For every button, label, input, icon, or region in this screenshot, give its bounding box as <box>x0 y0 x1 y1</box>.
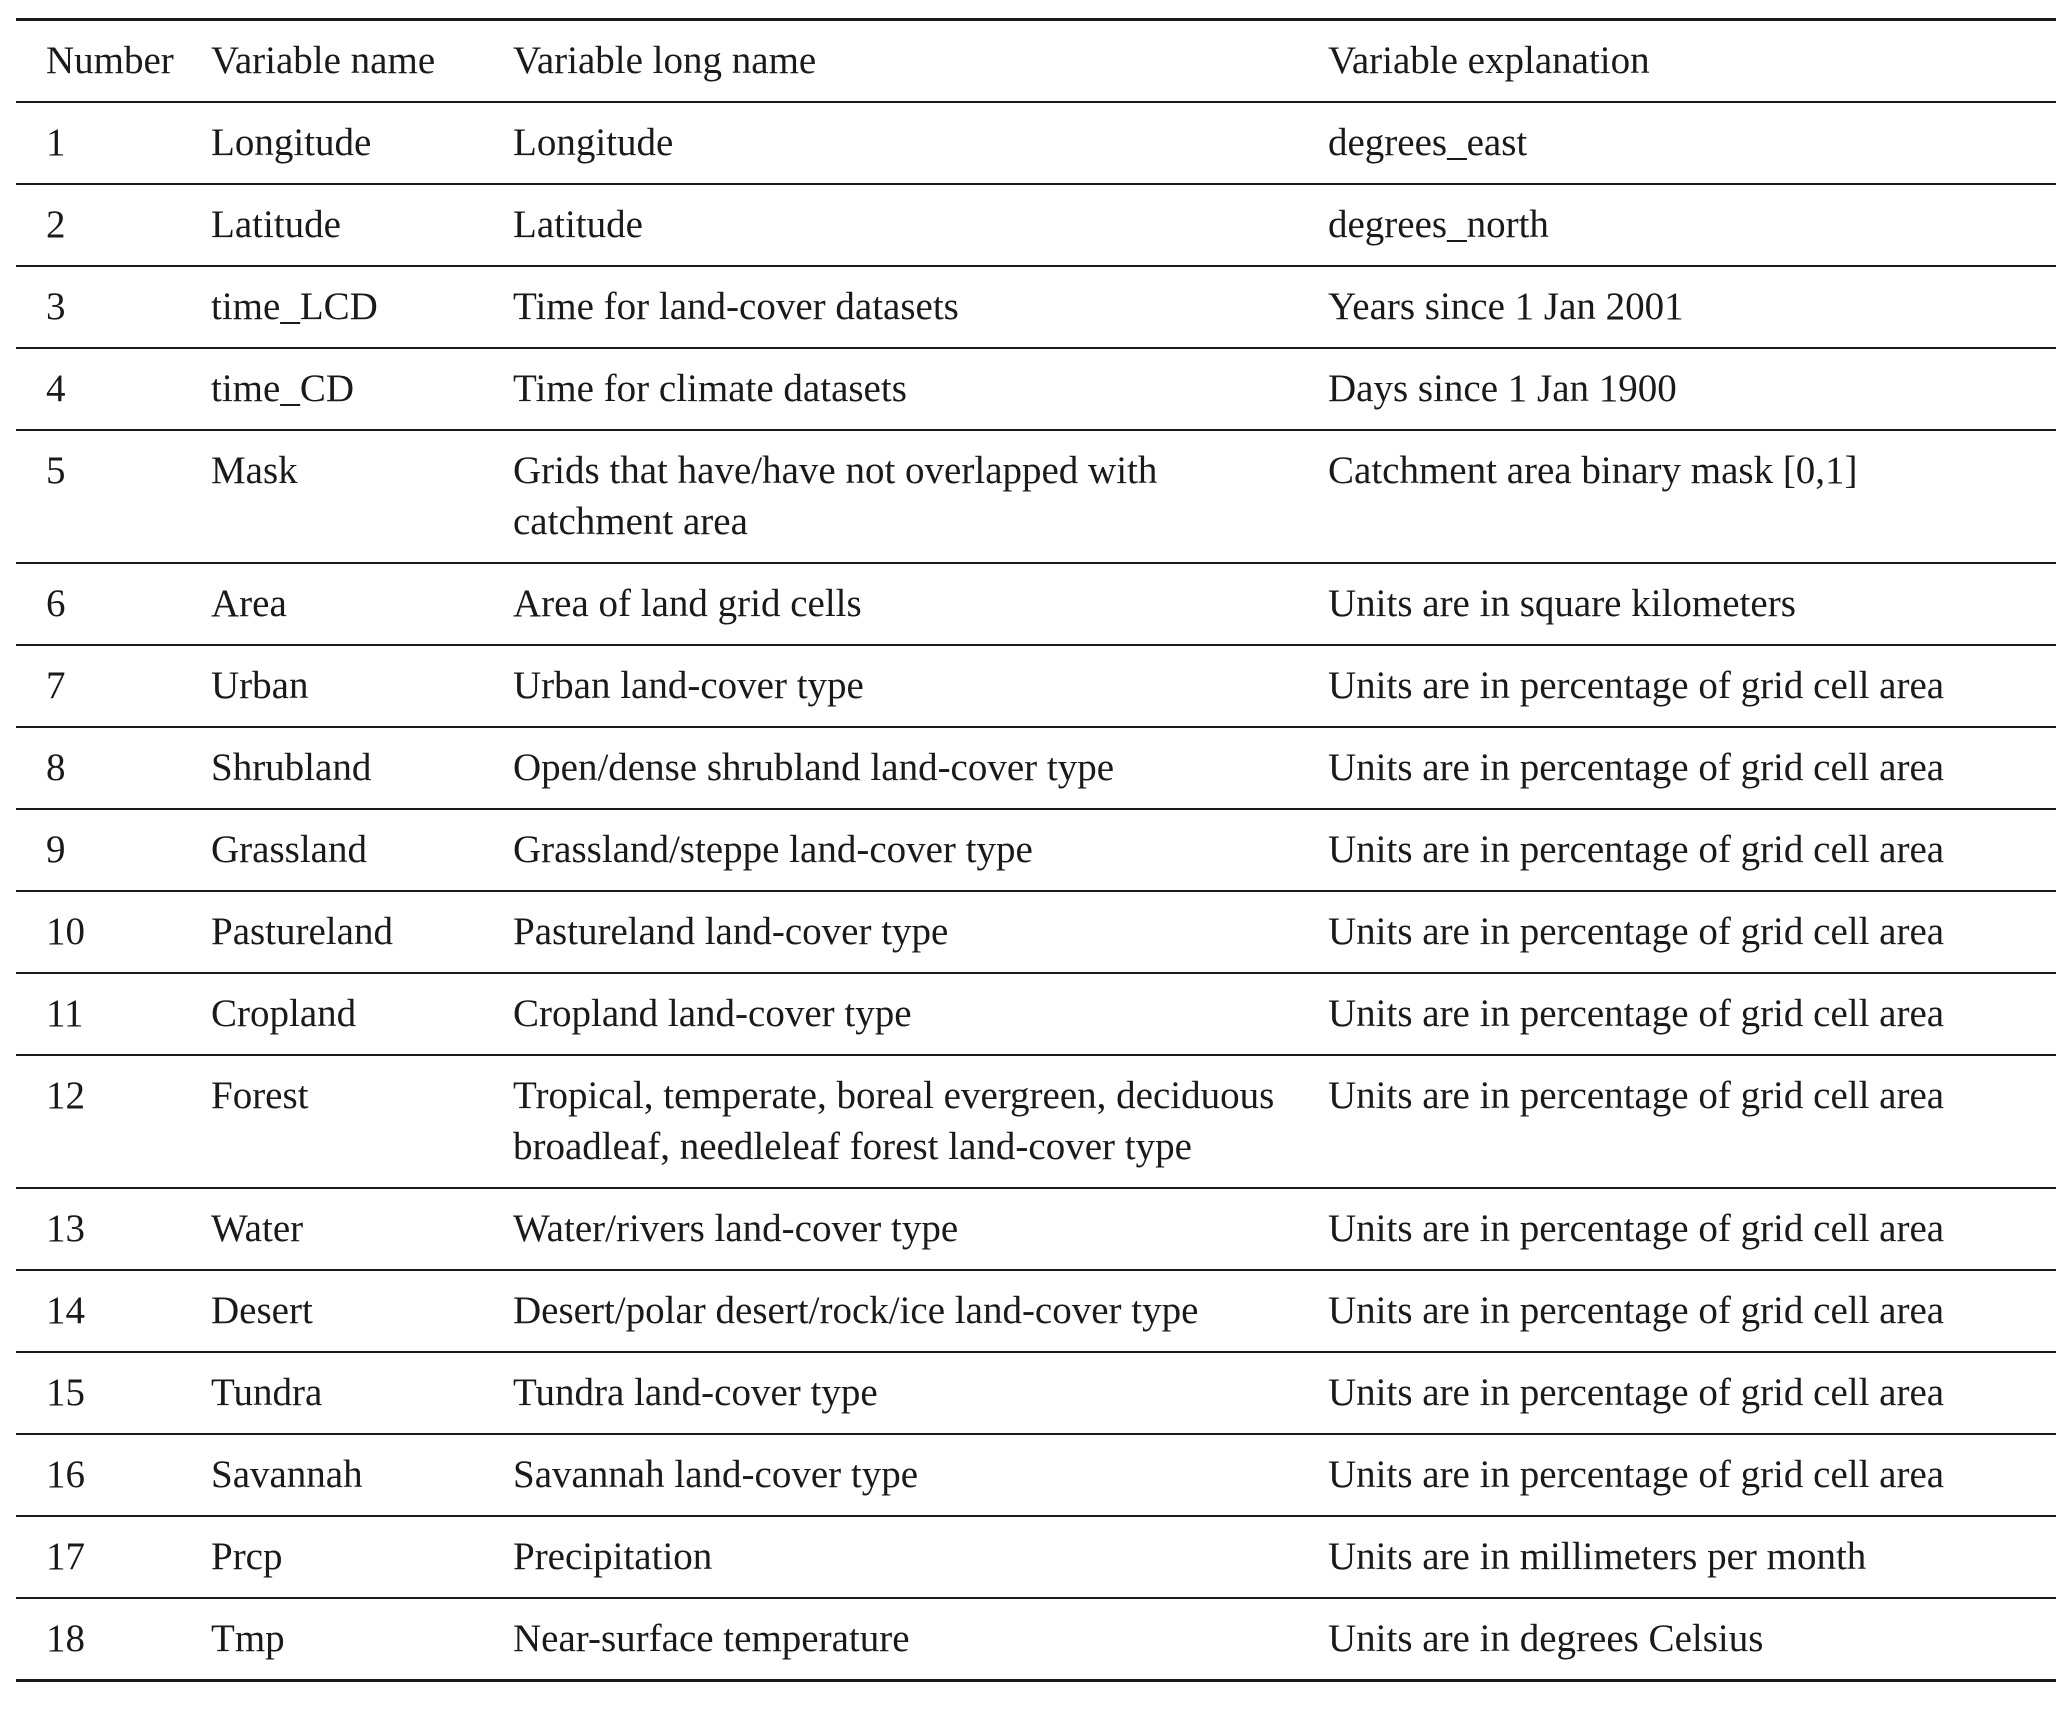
cell-number: 9 <box>16 809 211 891</box>
cell-variable-name: Grassland <box>211 809 513 891</box>
cell-number: 1 <box>16 102 211 184</box>
cell-variable-explanation: Units are in percentage of grid cell area <box>1328 809 2056 891</box>
cell-variable-name: Forest <box>211 1055 513 1188</box>
cell-variable-explanation: Units are in percentage of grid cell area <box>1328 1270 2056 1352</box>
cell-number: 4 <box>16 348 211 430</box>
cell-number: 13 <box>16 1188 211 1270</box>
cell-number: 16 <box>16 1434 211 1516</box>
cell-variable-explanation: Units are in percentage of grid cell area <box>1328 1434 2056 1516</box>
cell-variable-long-name: Time for land-cover datasets <box>513 266 1328 348</box>
table-row <box>16 1434 2056 1516</box>
cell-variable-explanation: Units are in square kilometers <box>1328 563 2056 645</box>
cell-number: 3 <box>16 266 211 348</box>
cell-variable-explanation: Catchment area binary mask [0,1] <box>1328 430 2056 563</box>
table-row <box>16 430 2056 563</box>
cell-number: 8 <box>16 727 211 809</box>
cell-variable-name: time_LCD <box>211 266 513 348</box>
cell-variable-long-name: Cropland land-cover type <box>513 973 1328 1055</box>
table-row <box>16 727 2056 809</box>
cell-variable-long-name: Urban land-cover type <box>513 645 1328 727</box>
cell-variable-name: Longitude <box>211 102 513 184</box>
cell-variable-name: Prcp <box>211 1516 513 1598</box>
cell-variable-name: Cropland <box>211 973 513 1055</box>
header-row <box>16 20 2056 103</box>
cell-number: 2 <box>16 184 211 266</box>
cell-variable-long-name: Area of land grid cells <box>513 563 1328 645</box>
cell-variable-explanation: Units are in percentage of grid cell area <box>1328 645 2056 727</box>
cell-number: 10 <box>16 891 211 973</box>
cell-variable-name: Latitude <box>211 184 513 266</box>
cell-number: 5 <box>16 430 211 563</box>
cell-variable-name: Mask <box>211 430 513 563</box>
cell-variable-explanation: Units are in millimeters per month <box>1328 1516 2056 1598</box>
table-row <box>16 1188 2056 1270</box>
table-row <box>16 645 2056 727</box>
cell-number: 15 <box>16 1352 211 1434</box>
cell-variable-name: Tundra <box>211 1352 513 1434</box>
cell-variable-explanation: Units are in percentage of grid cell area <box>1328 1055 2056 1188</box>
variable-table-container <box>16 18 2056 1682</box>
table-row <box>16 1516 2056 1598</box>
table-row <box>16 809 2056 891</box>
cell-variable-long-name: Savannah land-cover type <box>513 1434 1328 1516</box>
cell-variable-name: Desert <box>211 1270 513 1352</box>
cell-variable-name: Tmp <box>211 1598 513 1681</box>
header-variable-name: Variable name <box>211 20 513 103</box>
variable-table <box>16 18 2056 1682</box>
header-variable-long-name: Variable long name <box>513 20 1328 103</box>
cell-variable-name: Savannah <box>211 1434 513 1516</box>
table-row <box>16 102 2056 184</box>
cell-variable-name: Water <box>211 1188 513 1270</box>
table-row <box>16 1598 2056 1681</box>
cell-variable-name: Pastureland <box>211 891 513 973</box>
cell-variable-long-name: Open/dense shrubland land-cover type <box>513 727 1328 809</box>
cell-number: 7 <box>16 645 211 727</box>
table-body <box>16 102 2056 1681</box>
cell-variable-explanation: degrees_north <box>1328 184 2056 266</box>
cell-variable-explanation: Units are in percentage of grid cell area <box>1328 727 2056 809</box>
table-header <box>16 20 2056 103</box>
table-row <box>16 891 2056 973</box>
cell-number: 18 <box>16 1598 211 1681</box>
cell-number: 6 <box>16 563 211 645</box>
cell-variable-explanation: Days since 1 Jan 1900 <box>1328 348 2056 430</box>
cell-variable-long-name: Grassland/steppe land-cover type <box>513 809 1328 891</box>
cell-variable-long-name: Near-surface temperature <box>513 1598 1328 1681</box>
cell-variable-name: time_CD <box>211 348 513 430</box>
table-row <box>16 973 2056 1055</box>
cell-variable-long-name: Water/rivers land-cover type <box>513 1188 1328 1270</box>
cell-variable-explanation: degrees_east <box>1328 102 2056 184</box>
cell-variable-explanation: Units are in percentage of grid cell area <box>1328 1188 2056 1270</box>
cell-number: 12 <box>16 1055 211 1188</box>
cell-variable-name: Area <box>211 563 513 645</box>
table-row <box>16 348 2056 430</box>
cell-variable-long-name: Pastureland land-cover type <box>513 891 1328 973</box>
table-row <box>16 1055 2056 1188</box>
cell-variable-long-name: Tropical, temperate, boreal evergreen, deciduous broadleaf, needleleaf forest land-cover type <box>513 1055 1328 1188</box>
cell-variable-long-name: Time for climate datasets <box>513 348 1328 430</box>
table-row <box>16 266 2056 348</box>
table-row <box>16 184 2056 266</box>
cell-variable-long-name: Grids that have/have not overlapped with catchment area <box>513 430 1328 563</box>
header-variable-explanation: Variable explanation <box>1328 20 2056 103</box>
cell-variable-long-name: Latitude <box>513 184 1328 266</box>
header-number: Number <box>16 20 211 103</box>
cell-variable-name: Urban <box>211 645 513 727</box>
table-row <box>16 563 2056 645</box>
cell-variable-long-name: Longitude <box>513 102 1328 184</box>
cell-variable-long-name: Desert/polar desert/rock/ice land-cover type <box>513 1270 1328 1352</box>
cell-variable-long-name: Precipitation <box>513 1516 1328 1598</box>
cell-variable-explanation: Units are in percentage of grid cell area <box>1328 973 2056 1055</box>
cell-variable-long-name: Tundra land-cover type <box>513 1352 1328 1434</box>
table-row <box>16 1352 2056 1434</box>
cell-variable-name: Shrubland <box>211 727 513 809</box>
cell-number: 14 <box>16 1270 211 1352</box>
cell-variable-explanation: Units are in percentage of grid cell area <box>1328 891 2056 973</box>
cell-number: 11 <box>16 973 211 1055</box>
cell-variable-explanation: Units are in percentage of grid cell area <box>1328 1352 2056 1434</box>
table-row <box>16 1270 2056 1352</box>
cell-number: 17 <box>16 1516 211 1598</box>
cell-variable-explanation: Years since 1 Jan 2001 <box>1328 266 2056 348</box>
cell-variable-explanation: Units are in degrees Celsius <box>1328 1598 2056 1681</box>
